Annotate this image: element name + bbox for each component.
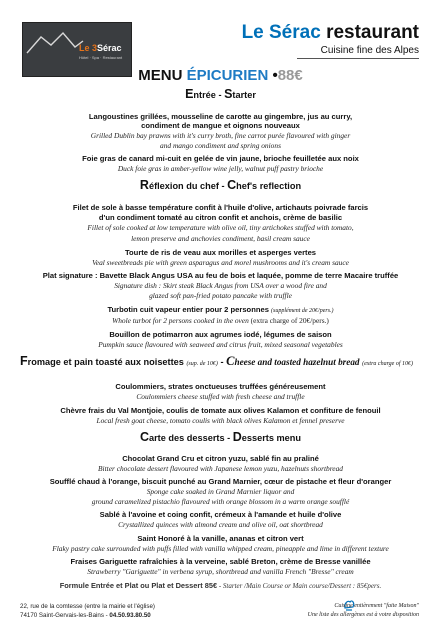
dessert-2-en-cont: ground caramelized pistachio flavoured with orange blossom in a warm orange soufflé	[91, 497, 350, 506]
address-line-1: 22, rue de la comtesse (entre la mairie et l'église)	[20, 603, 155, 610]
section-starter-heading: Entrée - Starter	[185, 87, 256, 101]
restaurant-subtitle: Cuisine fine des Alpes	[320, 45, 419, 56]
chef-3-fr: Plat signature : Bavette Black Angus USA au feu de bois et laquée, pomme de terre Macaire truffée	[42, 271, 399, 280]
dessert-5-fr: Fraises Gariguette rafraîchies à la verveine, sablé Breton, crème de Bresse vanillée	[70, 557, 371, 566]
chef-1-en-cont: lemon preserve and anchovies condiment, basil cream sauce	[131, 234, 310, 243]
chef-5-fr: Bouillon de potimarron aux agrumes iodé, légumes de saison	[109, 330, 332, 339]
cheese-2-en: Local fresh goat cheese, tomato coulis with black olives Kalamon et fennel preserve	[96, 416, 345, 425]
allergen-note: Une liste des allergènes est à votre disposition	[307, 612, 419, 618]
section-cheese-heading: Fromage et pain toasté aux noisettes (sup. de 10€) - Cheese and toasted hazelnut bread (extra charge of 10€)	[20, 354, 414, 368]
section-dessert-heading: Carte des desserts - Desserts menu	[139, 430, 302, 444]
dessert-1-en: Bitter chocolate dessert flavoured with Japanese lemon yuzu, hazelnuts shortbread	[98, 464, 343, 473]
dessert-3-en: Crystallized quinces with almond cream and olive oil, oat shortbread	[118, 520, 323, 529]
header-divider	[297, 58, 419, 59]
formula-price: Formule Entrée et Plat ou Plat et Dessert 85€ - Starter /Main Course or Main course/Dessert : 85€pers.	[59, 581, 382, 590]
dessert-4-fr: Saint Honoré à la vanille, ananas et citron vert	[137, 534, 304, 543]
chef-1-fr: Filet de sole à basse température confit à l'huile d'olive, artichauts poivrade farcis	[72, 203, 369, 212]
section-chef-heading: Réflexion du chef - Chef's reflection	[139, 178, 302, 192]
dessert-2-fr: Soufflé chaud à l'orange, biscuit punché au Grand Marnier, cœur de pistache et fleur d'oranger	[49, 477, 392, 486]
chef-4-en: Whole turbot for 2 persons cooked in the oven (extra charge of 20€/pers.)	[112, 316, 329, 325]
starter-1-fr: Langoustines grillées, mousseline de carotte au gingembre, jus au curry,	[88, 112, 353, 121]
cheese-2-fr: Chèvre frais du Val Montjoie, coulis de tomate aux olives Kalamon et confiture de fenouil	[60, 406, 381, 415]
chef-3-en-cont: glazed soft pan-fried potato pancake with truffle	[149, 291, 292, 300]
dessert-3-fr: Sablé à l'avoine et coing confit, crémeux à l'amande et huile d'olive	[99, 510, 342, 519]
dessert-5-en: Strawberry "Gariguette" in verbena syrup, shortbread and vanilla French "Bresse" cream	[87, 567, 354, 576]
menu-title: MENU ÉPICURIEN •88€	[138, 67, 303, 84]
starter-1-en-cont: and mango condiment and spring onions	[160, 141, 281, 150]
starter-2-fr: Foie gras de canard mi-cuit en gelée de vin jaune, brioche feuilletée aux noix	[82, 154, 359, 163]
starter-1-fr-cont: condiment de mangue et oignons nouveaux	[141, 121, 300, 130]
chef-1-fr-cont: d'un condiment tomaté au citron confit et anchois, crème de basilic	[98, 213, 343, 222]
dessert-1-fr: Chocolat Grand Cru et citron yuzu, sablé fin au praliné	[122, 454, 319, 463]
logo-brand: Le 3Sérac	[79, 43, 122, 53]
chef-2-fr: Tourte de ris de veau aux morilles et asperges vertes	[124, 248, 317, 257]
chef-4-fr: Turbotin cuit vapeur entier pour 2 personnes (supplément de 20€/pers.)	[107, 305, 334, 314]
homemade-note: Cuisine entièrement "faite Maison"	[334, 603, 419, 609]
starter-2-en: Duck foie gras in amber-yellow wine jelly, walnut puff pastry brioche	[117, 164, 324, 173]
restaurant-name: Le Sérac restaurant	[241, 22, 419, 43]
dessert-4-en: Flaky pastry cake surrounded with puffs filled with vanilla whipped cream, pineapple and lime in different texture	[52, 544, 389, 553]
chef-5-en: Pumpkin sauce flavoured with seaweed and citrus fruit, mixed seasonal vegetables	[98, 340, 343, 349]
chef-2-en: Veal sweetbreads pie with green asparagus and morel mushrooms and it's cream sauce	[92, 258, 349, 267]
logo-tagline: Hôtel · Spa · Restaurant	[79, 55, 123, 60]
dessert-2-en: Sponge cake soaked in Grand Marnier liquor and	[146, 487, 295, 496]
chef-3-en: Signature dish : Skirt steak Black Angus from USA over a wood fire and	[114, 281, 327, 290]
cheese-1-en: Coulommiers cheese stuffed with fresh cheese and truffle	[136, 392, 305, 401]
starter-1-en: Grilled Dublin bay prawns with it's curry broth, fine carrot purée flavoured with ginger	[90, 131, 351, 140]
chef-1-en: Fillet of sole cooked at low temperature with olive oil, tiny artichokes stuffed with tomato,	[87, 223, 354, 232]
cheese-1-fr: Coulommiers, strates onctueuses truffées généreusement	[115, 382, 326, 391]
address-line-2: 74170 Saint-Gervais-les-Bains - 04.50.93.80.50	[20, 612, 151, 619]
